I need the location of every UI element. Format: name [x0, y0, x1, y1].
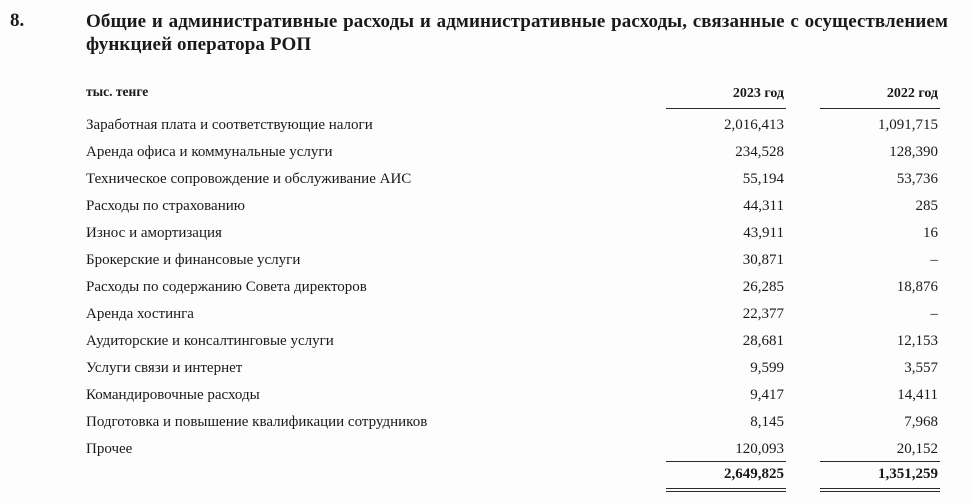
table-row [86, 409, 942, 436]
value-2023: 55,194 [742, 171, 784, 187]
value-2022: 1,091,715 [878, 117, 938, 133]
column-header-2023: 2023 год [732, 86, 784, 101]
value-2022: 16 [923, 225, 938, 241]
row-label: Техническое сопровождение и обслуживание АИС [86, 171, 412, 187]
value-2022: – [930, 252, 938, 268]
table-row [86, 139, 942, 166]
value-2022: 285 [915, 198, 938, 214]
row-label: Брокерские и финансовые услуги [86, 252, 301, 268]
table-row [86, 382, 942, 409]
value-2023: 8,145 [750, 414, 784, 430]
value-2023: 28,681 [742, 333, 784, 349]
row-label: Заработная плата и соответствующие налоги [86, 117, 373, 133]
value-2022: 14,411 [897, 387, 938, 403]
row-label: Командировочные расходы [86, 387, 260, 403]
value-2022: 7,968 [904, 414, 938, 430]
row-label: Подготовка и повышение квалификации сотрудников [86, 414, 428, 430]
expense-table-body [86, 112, 942, 463]
value-2023: 43,911 [743, 225, 784, 241]
total-2023: 2,649,825 [724, 466, 784, 482]
value-2023: 9,599 [750, 360, 784, 376]
table-row [86, 166, 942, 193]
value-2022: – [930, 306, 938, 322]
value-2022: 18,876 [896, 279, 938, 295]
value-2023: 2,016,413 [724, 117, 784, 133]
row-label: Аудиторские и консалтинговые услуги [86, 333, 334, 349]
value-2023: 22,377 [742, 306, 784, 322]
value-2023: 44,311 [743, 198, 784, 214]
table-row [86, 301, 942, 328]
value-2023: 30,871 [742, 252, 784, 268]
value-2022: 53,736 [896, 171, 938, 187]
value-2023: 26,285 [742, 279, 784, 295]
table-row [86, 220, 942, 247]
row-label: Прочее [86, 441, 133, 457]
total-rule-2022 [820, 461, 940, 462]
table-row [86, 328, 942, 355]
table-row [86, 355, 942, 382]
value-2022: 20,152 [896, 441, 938, 457]
unit-label: тыс. тенге [86, 84, 149, 99]
table-row [86, 247, 942, 274]
table-row [86, 274, 942, 301]
value-2023: 120,093 [735, 441, 784, 457]
total-rule-2023 [666, 461, 786, 462]
section-title: Общие и административные расходы и административные расходы, связанные с осуществлением функцией оператора РОП [86, 11, 948, 55]
header-underline-2023 [666, 108, 786, 109]
value-2023: 9,417 [750, 387, 784, 403]
value-2022: 3,557 [904, 360, 938, 376]
table-row [86, 193, 942, 220]
table-row [86, 112, 942, 139]
row-label: Расходы по содержанию Совета директоров [86, 279, 367, 295]
row-label: Расходы по страхованию [86, 198, 245, 214]
column-header-2022: 2022 год [886, 86, 938, 101]
row-label: Аренда хостинга [86, 306, 194, 322]
header-underline-2022 [820, 108, 940, 109]
total-2022: 1,351,259 [878, 466, 938, 482]
row-label: Услуги связи и интернет [86, 360, 243, 376]
value-2023: 234,528 [735, 144, 784, 160]
row-label: Износ и амортизация [86, 225, 222, 241]
value-2022: 12,153 [896, 333, 938, 349]
row-label: Аренда офиса и коммунальные услуги [86, 144, 333, 160]
double-underline-2022 [820, 488, 940, 492]
table-row [86, 436, 942, 463]
section-number: 8. [10, 10, 25, 31]
double-underline-2023 [666, 488, 786, 492]
value-2022: 128,390 [889, 144, 938, 160]
